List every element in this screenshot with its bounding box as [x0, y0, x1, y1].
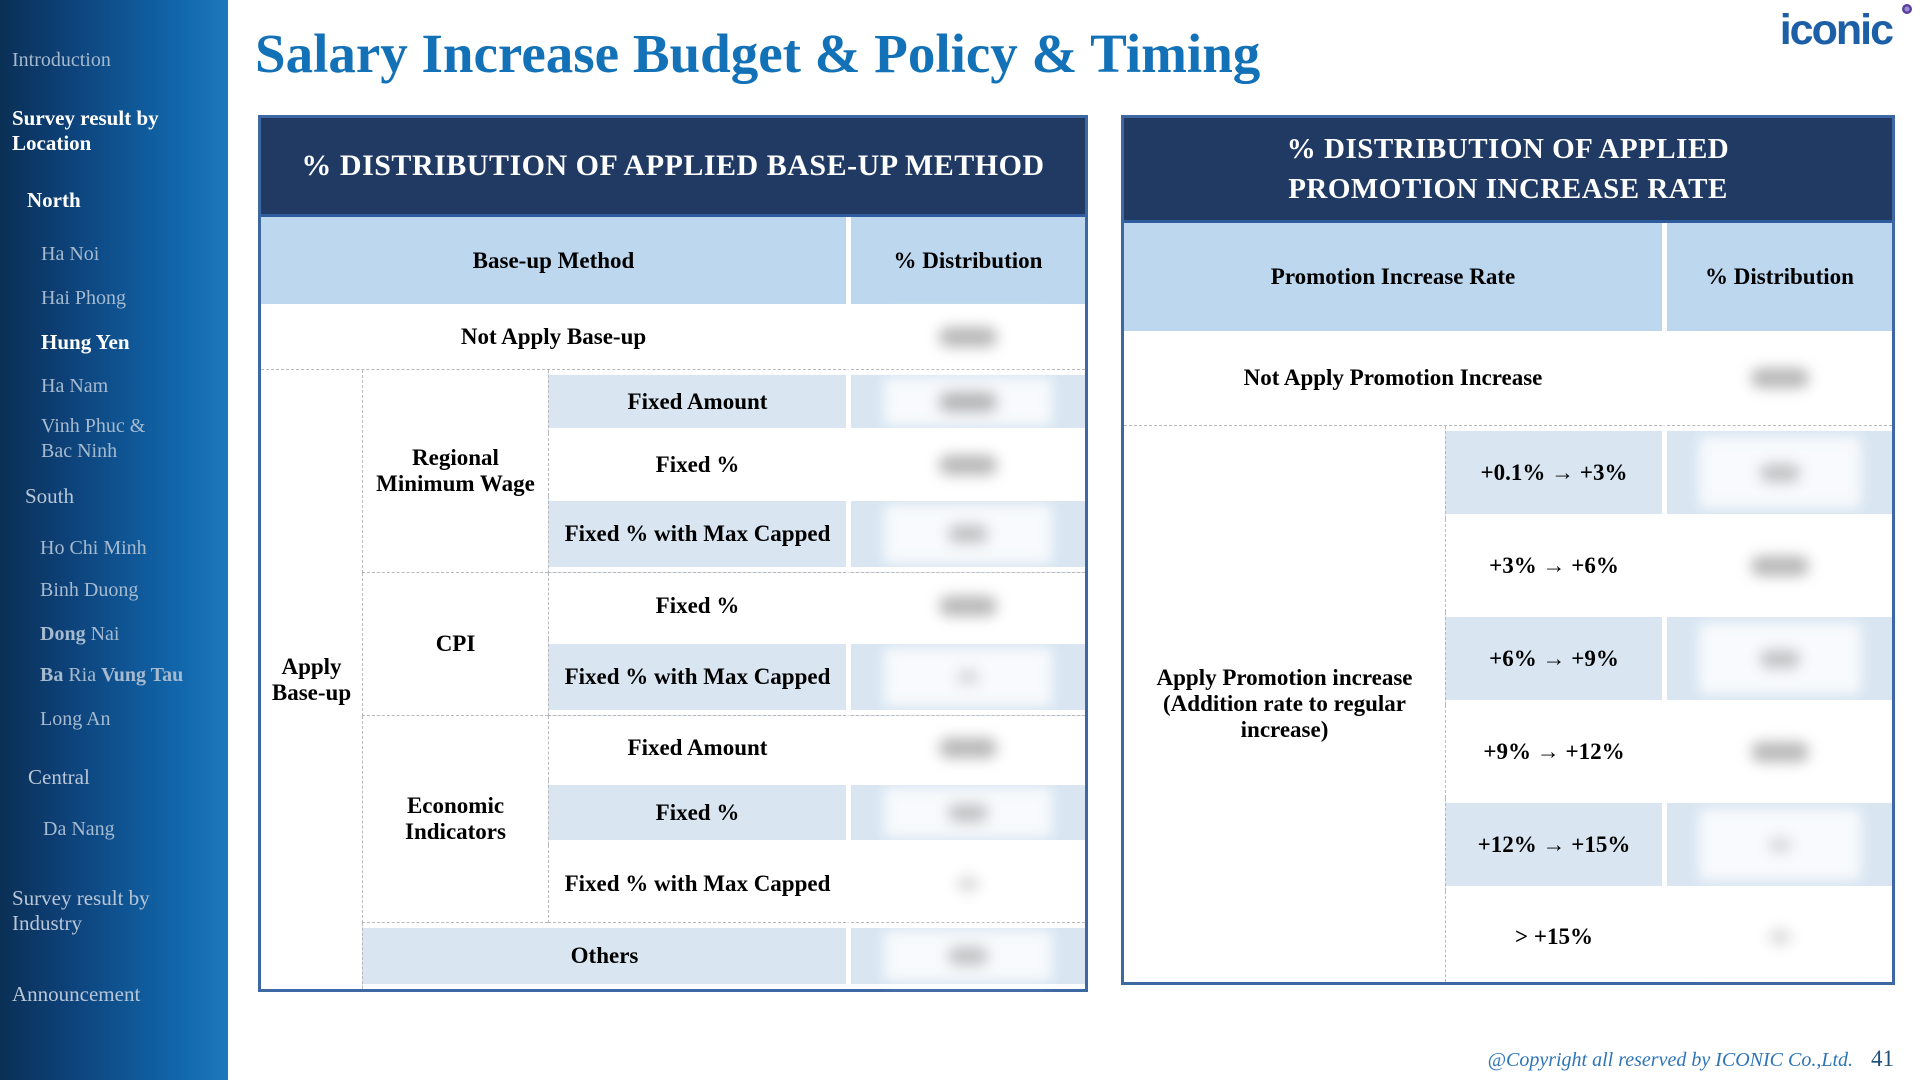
row-group-apply-promotion: [1124, 426, 1445, 982]
value-rmw-fixed-amount: [846, 370, 1085, 433]
group-economic-indicators: Economic Indicators: [362, 716, 548, 923]
value-rmw-fixed-pct: [846, 433, 1085, 496]
footer: [1488, 1046, 1894, 1072]
sidebar-item-ba-ria-vung-tau[interactable]: [40, 663, 183, 688]
sidebar-item-hai-phong[interactable]: Hai Phong: [41, 287, 126, 309]
apply-promotion-line1: Apply Promotion increase: [1156, 665, 1413, 690]
value-not-apply-promotion: [1662, 331, 1892, 426]
sidebar-item-ha-noi[interactable]: Ha Noi: [41, 243, 100, 265]
rate-over-15: > +15%: [1445, 891, 1662, 982]
value-rate-over-15: [1662, 891, 1892, 982]
method-cpi-fixed-pct: Fixed %: [548, 573, 846, 639]
rate-0-1-to-3: +0.1% → +3%: [1445, 426, 1662, 519]
sidebar-label-part: Nai: [85, 623, 120, 645]
method-rmw-fixed-pct: Fixed %: [548, 433, 846, 496]
sidebar-item-long-an[interactable]: Long An: [40, 708, 111, 730]
logo-dot-icon: [1902, 4, 1912, 14]
table-promotion-increase-rate: [1121, 115, 1895, 985]
sidebar-item-vinh-phuc-bac-ninh[interactable]: Vinh Phuc & Bac Ninh: [41, 415, 146, 462]
group-regional-minimum-wage: Regional Minimum Wage: [362, 370, 548, 573]
table-base-up-method: [258, 115, 1088, 992]
value-econ-fixed-pct: [846, 780, 1085, 845]
table-body: [1124, 331, 1892, 982]
sidebar-item-south[interactable]: South: [25, 484, 75, 508]
page-title: Salary Increase Budget & Policy & Timing: [255, 23, 1261, 84]
method-rmw-fixed-pct-capped: Fixed % with Max Capped: [548, 496, 846, 573]
group-cpi: CPI: [362, 573, 548, 716]
rate-9-to-12: +9% → +12%: [1445, 705, 1662, 798]
sidebar-label-part: Ba: [40, 664, 64, 686]
rate-12-to-15: +12% → +15%: [1445, 798, 1662, 891]
value-not-apply-base-up: [846, 304, 1085, 370]
row-not-apply-base-up: Not Apply Base-up: [261, 304, 846, 370]
value-cpi-fixed-pct-capped: [846, 639, 1085, 716]
table-body: [261, 304, 1085, 989]
sidebar-item-da-nang[interactable]: Da Nang: [43, 818, 115, 840]
sidebar-item-survey-industry[interactable]: Survey result by Industry: [12, 886, 150, 935]
column-header-row: [261, 217, 1085, 304]
sidebar-label-part: Ria: [63, 664, 102, 686]
column-header-rate: Promotion Increase Rate: [1270, 264, 1516, 289]
value-econ-fixed-pct-capped: [846, 845, 1085, 923]
apply-promotion-line2: (Addition rate to regular increase): [1163, 691, 1406, 742]
value-rate-3-to-6: [1662, 519, 1892, 612]
row-group-apply-base-up: Apply Base-up: [271, 653, 352, 705]
value-rate-0-1-to-3: [1662, 426, 1892, 519]
row-others: Others: [362, 923, 846, 989]
copyright-text: @Copyright all reserved by ICONIC Co.,Ltd.: [1487, 1049, 1853, 1071]
method-econ-fixed-amount: Fixed Amount: [548, 716, 846, 780]
value-rate-12-to-15: [1662, 798, 1892, 891]
sidebar: [0, 0, 228, 1080]
sidebar-item-announcement[interactable]: Announcement: [12, 982, 141, 1006]
sidebar-item-ha-nam[interactable]: Ha Nam: [41, 375, 109, 397]
method-cpi-fixed-pct-capped: Fixed % with Max Capped: [548, 639, 846, 716]
method-econ-fixed-pct: Fixed %: [548, 780, 846, 845]
table-title: [1124, 118, 1892, 223]
column-header-distribution: % Distribution: [1662, 223, 1892, 331]
value-cpi-fixed-pct: [846, 573, 1085, 639]
rate-3-to-6: +3% → +6%: [1445, 519, 1662, 612]
value-rate-6-to-9: [1662, 612, 1892, 705]
sidebar-item-north[interactable]: North: [27, 188, 81, 212]
page-number: 41: [1871, 1046, 1894, 1071]
iconic-logo: iconic: [1779, 6, 1892, 54]
value-others: [846, 923, 1085, 989]
sidebar-item-ho-chi-minh[interactable]: Ho Chi Minh: [40, 537, 147, 559]
column-header-row: [1124, 223, 1892, 331]
table-title-line1: % DISTRIBUTION OF APPLIED: [1286, 133, 1730, 165]
column-header-distribution: % Distribution: [846, 217, 1085, 304]
value-rate-9-to-12: [1662, 705, 1892, 798]
sidebar-item-introduction[interactable]: Introduction: [12, 49, 111, 71]
sidebar-item-hung-yen[interactable]: Hung Yen: [41, 330, 130, 354]
row-not-apply-promotion: Not Apply Promotion Increase: [1124, 331, 1662, 426]
table-title-line2: PROMOTION INCREASE RATE: [1288, 173, 1728, 205]
value-rmw-fixed-pct-capped: [846, 496, 1085, 573]
column-header-method: Base-up Method: [472, 247, 635, 273]
value-econ-fixed-amount: [846, 716, 1085, 780]
method-rmw-fixed-amount: Fixed Amount: [548, 370, 846, 433]
method-econ-fixed-pct-capped: Fixed % with Max Capped: [548, 845, 846, 923]
sidebar-item-survey-location[interactable]: Survey result by Location: [12, 106, 159, 155]
sidebar-item-dong-nai[interactable]: [40, 622, 119, 647]
table-title: [261, 118, 1085, 217]
sidebar-label-part: Dong: [40, 623, 86, 645]
sidebar-label-part: Vung Tau: [101, 664, 184, 686]
sidebar-item-binh-duong[interactable]: Binh Duong: [40, 579, 139, 601]
sidebar-item-central[interactable]: Central: [28, 765, 90, 789]
rate-6-to-9: +6% → +9%: [1445, 612, 1662, 705]
table-title-text: % DISTRIBUTION OF APPLIED BASE-UP METHOD: [301, 149, 1045, 182]
